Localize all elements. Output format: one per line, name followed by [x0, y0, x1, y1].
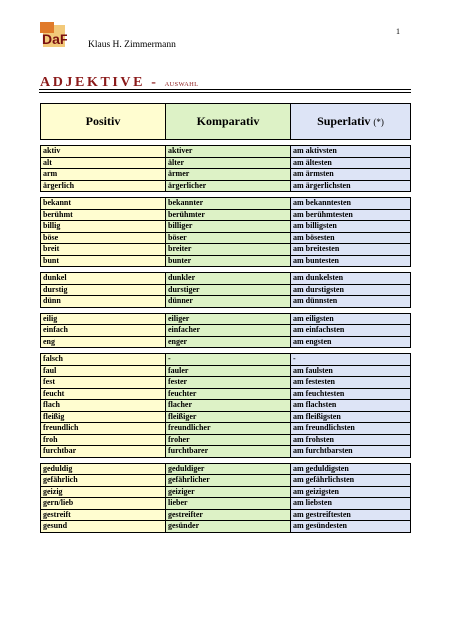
row-group — [40, 463, 411, 533]
table-row — [41, 412, 410, 424]
cell-superlativ: am flachsten — [291, 400, 410, 411]
cell-komparativ: gefährlicher — [166, 475, 291, 486]
cell-superlativ: am festesten — [291, 377, 410, 388]
cell-superlativ: am faulsten — [291, 366, 410, 377]
cell-komparativ: böser — [166, 233, 291, 244]
cell-superlativ: am billigsten — [291, 221, 410, 232]
cell-komparativ: - — [166, 354, 291, 365]
cell-superlativ: am einfachsten — [291, 325, 410, 336]
cell-positiv: bunt — [41, 256, 166, 267]
cell-positiv: alt — [41, 158, 166, 169]
cell-komparativ: dünner — [166, 296, 291, 307]
cell-superlativ: am eiligsten — [291, 314, 410, 325]
cell-komparativ: bekannter — [166, 198, 291, 209]
cell-komparativ: gestreifter — [166, 510, 291, 521]
cell-positiv: falsch — [41, 354, 166, 365]
cell-komparativ: fauler — [166, 366, 291, 377]
title-separator: - — [145, 75, 165, 90]
cell-komparativ: billiger — [166, 221, 291, 232]
author-name: Klaus H. Zimmermann — [88, 40, 176, 50]
title-rule-bottom — [39, 92, 411, 93]
cell-komparativ: feuchter — [166, 389, 291, 400]
cell-komparativ: aktiver — [166, 146, 291, 157]
cell-superlativ: am bösesten — [291, 233, 410, 244]
header-positiv: Positiv — [41, 104, 166, 139]
table-row — [41, 273, 410, 285]
logo-text: DaF — [42, 31, 67, 47]
cell-superlativ: am engsten — [291, 337, 410, 348]
cell-positiv: feucht — [41, 389, 166, 400]
cell-komparativ: fleißiger — [166, 412, 291, 423]
cell-komparativ: breiter — [166, 244, 291, 255]
cell-komparativ: ärmer — [166, 169, 291, 180]
header-komparativ: Komparativ — [166, 104, 291, 139]
cell-komparativ: freundlicher — [166, 423, 291, 434]
table-row — [41, 521, 410, 533]
table-row — [41, 423, 410, 435]
cell-positiv: froh — [41, 435, 166, 446]
cell-positiv: dunkel — [41, 273, 166, 284]
cell-superlativ: am frohsten — [291, 435, 410, 446]
header-superlativ-hint: (*) — [373, 116, 384, 127]
table-row — [41, 244, 410, 256]
cell-komparativ: lieber — [166, 498, 291, 509]
cell-komparativ: enger — [166, 337, 291, 348]
cell-superlativ: am ärgerlichsten — [291, 181, 410, 192]
cell-positiv: aktiv — [41, 146, 166, 157]
cell-positiv: freundlich — [41, 423, 166, 434]
cell-komparativ: durstiger — [166, 285, 291, 296]
table-row — [41, 221, 410, 233]
cell-komparativ: geduldiger — [166, 464, 291, 475]
table-row — [41, 389, 410, 401]
cell-superlativ: am gefährlichsten — [291, 475, 410, 486]
row-group — [40, 197, 411, 267]
cell-superlativ: am buntesten — [291, 256, 410, 267]
cell-superlativ: am freundlichsten — [291, 423, 410, 434]
cell-positiv: arm — [41, 169, 166, 180]
cell-positiv: gestreift — [41, 510, 166, 521]
cell-superlativ: am ältesten — [291, 158, 410, 169]
cell-superlativ: am gestreiftesten — [291, 510, 410, 521]
cell-komparativ: dunkler — [166, 273, 291, 284]
cell-superlativ: am berühmtesten — [291, 210, 410, 221]
cell-komparativ: ärgerlicher — [166, 181, 291, 192]
cell-komparativ: älter — [166, 158, 291, 169]
table-row — [41, 337, 410, 349]
cell-positiv: fleißig — [41, 412, 166, 423]
table-row — [41, 400, 410, 412]
cell-superlativ: am geizigsten — [291, 487, 410, 498]
table-row — [41, 487, 410, 499]
page-number: 1 — [396, 27, 400, 36]
cell-komparativ: fester — [166, 377, 291, 388]
title-rule-top — [39, 89, 411, 90]
table-row — [41, 510, 410, 522]
adjective-table — [40, 103, 411, 533]
cell-superlativ: am gesündesten — [291, 521, 410, 532]
cell-superlativ: am ärmsten — [291, 169, 410, 180]
table-row — [41, 181, 410, 193]
table-row — [41, 169, 410, 181]
row-group — [40, 353, 411, 458]
cell-superlativ: am breitesten — [291, 244, 410, 255]
cell-positiv: bekannt — [41, 198, 166, 209]
table-row — [41, 285, 410, 297]
table-row — [41, 435, 410, 447]
table-row — [41, 354, 410, 366]
cell-positiv: furchtbar — [41, 446, 166, 457]
table-row — [41, 158, 410, 170]
cell-superlativ: am liebsten — [291, 498, 410, 509]
title-main: ADJEKTIVE — [40, 75, 146, 90]
table-row — [41, 325, 410, 337]
cell-komparativ: bunter — [166, 256, 291, 267]
cell-positiv: gesund — [41, 521, 166, 532]
table-row — [41, 256, 410, 268]
table-row — [41, 210, 410, 222]
cell-positiv: geduldig — [41, 464, 166, 475]
table-row — [41, 366, 410, 378]
cell-superlativ: am dünnsten — [291, 296, 410, 307]
cell-positiv: gefährlich — [41, 475, 166, 486]
header-superlativ-label: Superlativ — [317, 114, 371, 128]
cell-positiv: faul — [41, 366, 166, 377]
cell-komparativ: eiliger — [166, 314, 291, 325]
cell-superlativ: am furchtbarsten — [291, 446, 410, 457]
table-row — [41, 296, 410, 308]
cell-positiv: breit — [41, 244, 166, 255]
cell-komparativ: froher — [166, 435, 291, 446]
daf-logo — [39, 22, 67, 49]
table-row — [41, 146, 410, 158]
cell-komparativ: flacher — [166, 400, 291, 411]
row-group — [40, 145, 411, 192]
table-row — [41, 314, 410, 326]
cell-komparativ: einfacher — [166, 325, 291, 336]
cell-positiv: einfach — [41, 325, 166, 336]
cell-superlativ: am bekanntesten — [291, 198, 410, 209]
row-group — [40, 313, 411, 349]
cell-superlativ: am aktivsten — [291, 146, 410, 157]
cell-komparativ: geiziger — [166, 487, 291, 498]
cell-komparativ: furchtbarer — [166, 446, 291, 457]
table-row — [41, 464, 410, 476]
cell-positiv: böse — [41, 233, 166, 244]
cell-positiv: ärgerlich — [41, 181, 166, 192]
cell-komparativ: berühmter — [166, 210, 291, 221]
title-sub: AUSWAHL — [164, 81, 199, 88]
cell-superlativ: am durstigsten — [291, 285, 410, 296]
cell-komparativ: gesünder — [166, 521, 291, 532]
table-body — [40, 145, 411, 533]
cell-positiv: fest — [41, 377, 166, 388]
cell-positiv: billig — [41, 221, 166, 232]
cell-positiv: dünn — [41, 296, 166, 307]
table-row — [41, 233, 410, 245]
cell-superlativ: am fleißigsten — [291, 412, 410, 423]
cell-positiv: durstig — [41, 285, 166, 296]
table-header — [40, 103, 411, 140]
cell-positiv: flach — [41, 400, 166, 411]
table-row — [41, 475, 410, 487]
cell-positiv: berühmt — [41, 210, 166, 221]
cell-superlativ: am feuchtesten — [291, 389, 410, 400]
cell-superlativ: - — [291, 354, 410, 365]
cell-positiv: eilig — [41, 314, 166, 325]
table-row — [41, 498, 410, 510]
cell-positiv: eng — [41, 337, 166, 348]
header-superlativ — [291, 104, 410, 139]
table-row — [41, 198, 410, 210]
table-row — [41, 446, 410, 458]
table-row — [41, 377, 410, 389]
row-group — [40, 272, 411, 308]
cell-superlativ: am geduldigsten — [291, 464, 410, 475]
cell-positiv: geizig — [41, 487, 166, 498]
cell-positiv: gern/lieb — [41, 498, 166, 509]
cell-superlativ: am dunkelsten — [291, 273, 410, 284]
